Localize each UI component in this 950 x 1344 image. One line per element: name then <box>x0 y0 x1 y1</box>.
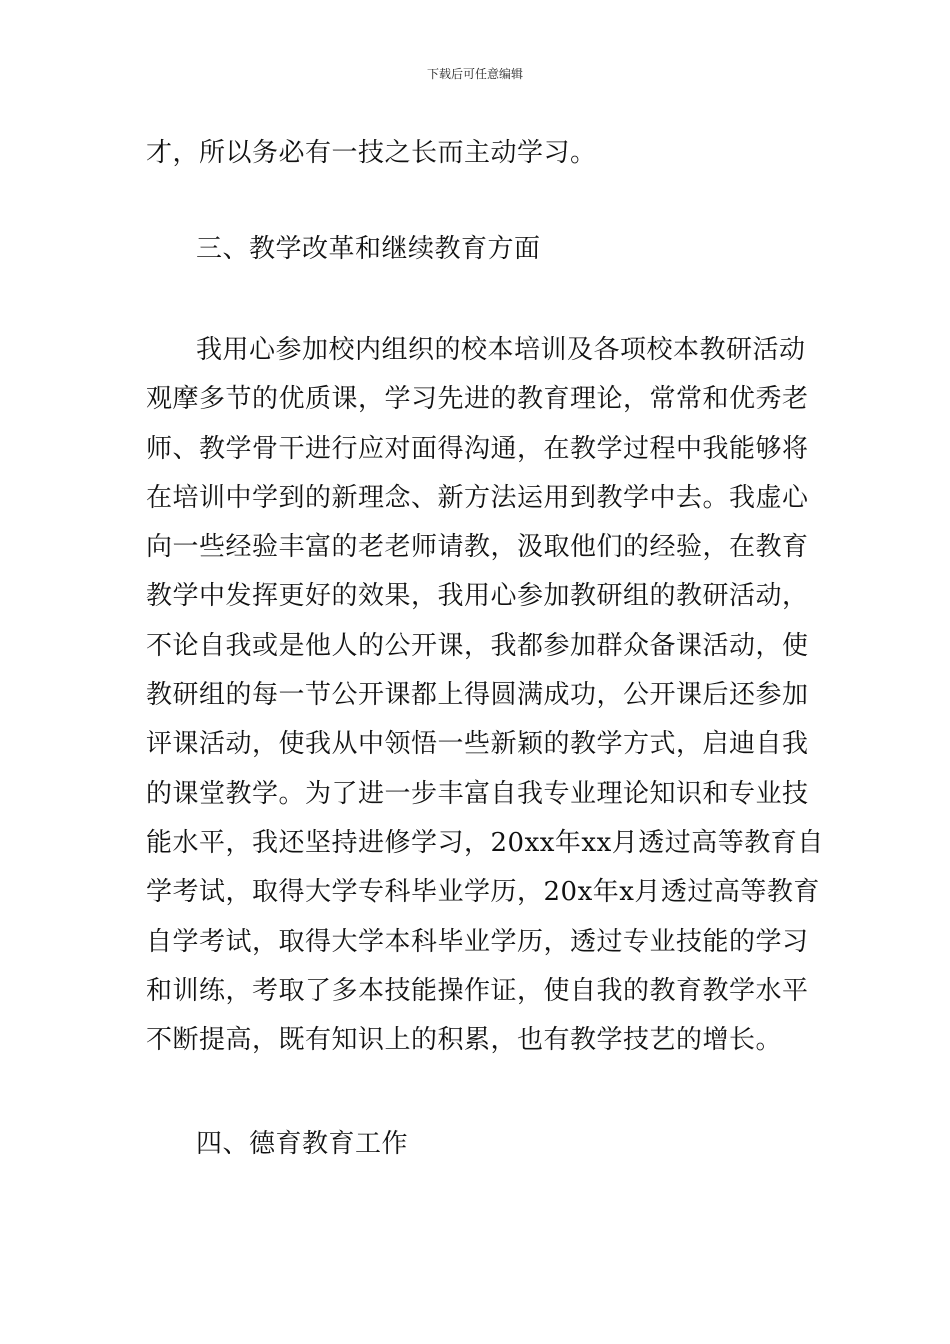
paragraph-line: 不论自我或是他人的公开课，我都参加群众备课活动，使 <box>146 631 809 661</box>
page-header-note: 下载后可任意编辑 <box>426 67 523 81</box>
paragraph-line: 不断提高，既有知识上的积累，也有教学技艺的增长。 <box>146 1025 783 1055</box>
paragraph-line: 观摩多节的优质课，学习先进的教育理论，常常和优秀老 <box>146 384 809 414</box>
paragraph-line: 的课堂教学。为了进一步丰富自我专业理论知识和专业技 <box>146 779 809 809</box>
paragraph-line: 我用心参加校内组织的校本培训及各项校本教研活动 <box>196 335 806 365</box>
paragraph-line: 教学中发挥更好的效果，我用心参加教研组的教研活动， <box>146 581 809 611</box>
paragraph-line: 在培训中学到的新理念、新方法运用到教学中去。我虚心 <box>146 483 809 513</box>
paragraph-line: 和训练，考取了多本技能操作证，使自我的教育教学水平 <box>146 976 809 1006</box>
paragraph-line: 学考试，取得大学专科毕业学历，20x年x月透过高等教育 <box>146 877 820 907</box>
paragraph-line: 评课活动，使我从中领悟一些新颖的教学方式，启迪自我 <box>146 729 809 759</box>
paragraph-line: 教研组的每一节公开课都上得圆满成功，公开课后还参加 <box>146 680 809 710</box>
paragraph-line: 向一些经验丰富的老老师请教，汲取他们的经验，在教育 <box>146 532 809 562</box>
paragraph-line: 自学考试，取得大学本科毕业学历，透过专业技能的学习 <box>146 927 809 957</box>
section-heading: 四、德育教育工作 <box>196 1129 409 1159</box>
paragraph-line: 师、教学骨干进行应对面得沟通，在教学过程中我能够将 <box>146 434 809 464</box>
section-heading: 三、教学改革和继续教育方面 <box>196 234 541 264</box>
paragraph-line: 才，所以务必有一技之长而主动学习。 <box>146 138 597 168</box>
paragraph-line: 能水平，我还坚持进修学习，20xx年xx月透过高等教育自 <box>146 828 824 858</box>
